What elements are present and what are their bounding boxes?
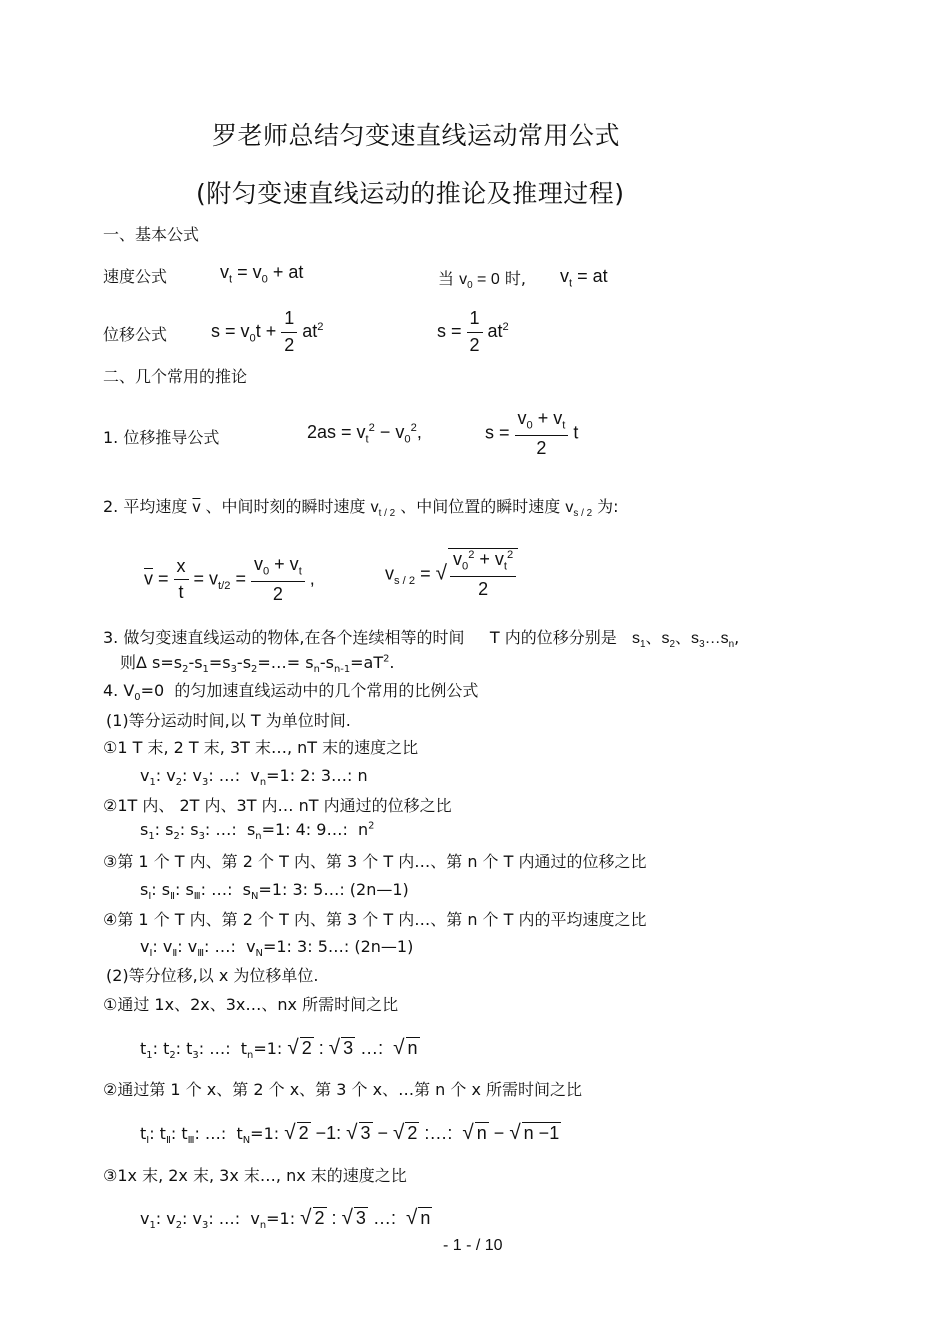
page-number: - 1 - / 10 [443, 1237, 503, 1254]
p2-c-formula: $v_1$: $v_2$: $v_3$: …: $v_n=1$: √ 2 : √ 3 …: √ n [140, 1206, 431, 1232]
item1-formula-b: s = $\frac{v_0 + v_t}{2}$ t [485, 408, 579, 458]
item3-line2: 则Δ $s=s_2-s_1=s_3-s_2=\dots= s_n-s_{n-1}=aT^2$. [120, 653, 395, 676]
p1-c-label: ③第 1 个 T 内、第 2 个 T 内、第 3 个 T 内…、第 n 个 T 内通过的位移之比 [103, 852, 647, 871]
item2-formula-a: $\overline{v}$ = $\frac{x}{t}$ = $v_{t/2}$ = $\frac{v_0 + v_t}{2}$ , [144, 554, 315, 604]
p2-b-label: ②通过第 1 个 x、第 2 个 x、第 3 个 x、…第 n 个 x 所需时间之比 [103, 1080, 583, 1099]
displacement-formula: $s = v_0t$ + $\frac{1}{2}$ $at^2$ [211, 308, 324, 355]
p1-b-formula: $s_1$: $s_2$: $s_3$: …: $s_n=1$: 4: 9…: $n^2$ [140, 820, 375, 843]
item1-label: 1. 位移推导公式 [103, 428, 220, 447]
item4-heading: 4. $V_0=0$ 的匀加速直线运动中的几个常用的比例公式 [103, 681, 479, 704]
velocity-formula: $v_t = v_0$ + at [220, 262, 304, 286]
velocity-label: 速度公式 [103, 267, 168, 286]
section-heading-basic: 一、基本公式 [103, 225, 200, 244]
p2-b-formula: $t_Ⅰ$: $t_Ⅱ$: $t_Ⅲ$: …: $t_N=1$: √ 2 −1: √ 3 − √ 2 :…: √ n − √ n −1 [140, 1121, 560, 1147]
p2-a-formula: $t_1$: $t_2$: $t_3$: …: $t_n=1$: √ 2 : √ 3 …: √ n [140, 1036, 418, 1062]
page-title: 罗老师总结匀变速直线运动常用公式 [212, 121, 621, 150]
section-heading-inferences: 二、几个常用的推论 [103, 367, 248, 386]
p1-a-label: ①1 T 末, 2 T 末, 3T 末…, nT 末的速度之比 [103, 738, 419, 757]
p1-d-formula: $v_Ⅰ$: $v_Ⅱ$: $v_Ⅲ$: …: $v_N=1$: 3: 5…: (2n—1) [140, 937, 414, 960]
p1-d-label: ④第 1 个 T 内、第 2 个 T 内、第 3 个 T 内…、第 n 个 T 内的平均速度之比 [103, 910, 647, 929]
item2-formula-b: $v_{s / 2}$ = √ $\frac{v_0^2 + v_t^2}{2}$ [385, 548, 518, 601]
item1-formula-a: $2as = v_t^2 - v_0^2$, [307, 422, 422, 446]
page-subtitle: (附匀变速直线运动的推论及推理过程) [196, 179, 625, 208]
p2-a-label: ①通过 1x、2x、3x…、nx 所需时间之比 [103, 995, 399, 1014]
displacement-special-formula: s = $\frac{1}{2}$ $at^2$ [437, 308, 509, 355]
p2-c-label: ③1x 末, 2x 末, 3x 末…, nx 末的速度之比 [103, 1166, 407, 1185]
p1-c-formula: $s_Ⅰ$: $s_Ⅱ$: $s_Ⅲ$: …: $s_N=1$: 3: 5…: (2n—1) [140, 880, 409, 903]
item2-text: 2. 平均速度 $\overline{v}$ 、中间时刻的瞬时速度 $v_{t / 2}$ 、中间位置的瞬时速度 $v_{s / 2}$ 为: [103, 497, 619, 520]
p1-b-label: ②1T 内、 2T 内、3T 内… nT 内通过的位移之比 [103, 796, 452, 815]
velocity-special-formula: $v_t$ = at [560, 266, 608, 290]
item3-line1: 3. 做匀变速直线运动的物体,在各个连续相等的时间 T 内的位移分别是 $s_1$、$s_2$、$s_3\dots s_n$, [103, 628, 740, 651]
p1-a-formula: $v_1$: $v_2$: $v_3$: …: $v_n=1$: 2: 3…: n [140, 766, 368, 789]
velocity-condition: 当 $v_0 = 0$ 时, [438, 269, 526, 292]
part1-heading: (1)等分运动时间,以 T 为单位时间. [106, 711, 351, 730]
displacement-label: 位移公式 [103, 325, 168, 344]
part2-heading: (2)等分位移,以 x 为位移单位. [106, 966, 319, 985]
